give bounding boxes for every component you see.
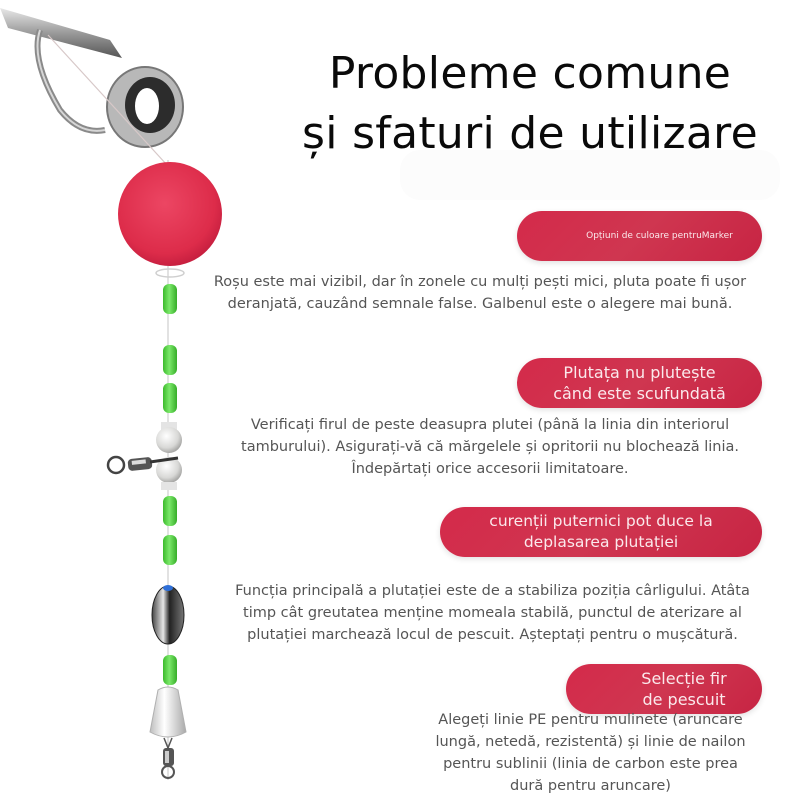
bell-sinker-icon (150, 687, 186, 737)
page-title (280, 44, 780, 164)
oval-sinker-icon (152, 586, 184, 644)
float-ball-icon (118, 162, 222, 266)
section-description-color-options: Roșu este mai vizibil, dar în zonele cu mulți pești mici, pluta poate fi ușor deranjată, cauzând semnale false. Galbenul este o alegere mai bună. (213, 274, 747, 312)
swivel-icon (108, 422, 182, 490)
page-title-line2: și sfaturi de utilizare (302, 108, 758, 159)
fishing-rig-illustration (0, 0, 240, 800)
page-title-line1: Probleme comune (328, 48, 732, 99)
section-description-float-not-floating: Verificați firul de peste deasupra plutei (până la linia din interiorul tamburului). Asigurați-vă că mărgelele și opritorii nu blochează linia. Îndepărtați orice accesorii limitatoare. (241, 417, 739, 477)
rod-tip-icon (0, 8, 183, 147)
section-heading-line-selection: Selecție fir de pescuit (566, 664, 762, 714)
section-heading-color-options: Opțiuni de culoare pentruMarker (517, 211, 762, 261)
section-heading-strong-currents: curenții puternici pot duce la deplasarea plutației (440, 507, 762, 557)
section-heading-float-not-floating: Plutața nu plutește când este scufundată (517, 358, 762, 408)
section-description-line-selection: Alegeți linie PE pentru mulinete (aruncare lungă, netedă, rezistentă) și linie de nailon pentru sublinii (linia de carbon este prea dură pentru aruncare) (435, 712, 746, 794)
section-description-strong-currents: Funcția principală a plutației este de a stabiliza poziția cârligului. Atâta timp cât greutatea menține momeala stabilă, punctul de aterizare al plutației marchează locul de pescuit. Așteptați pentru o mușcătură. (235, 583, 750, 643)
